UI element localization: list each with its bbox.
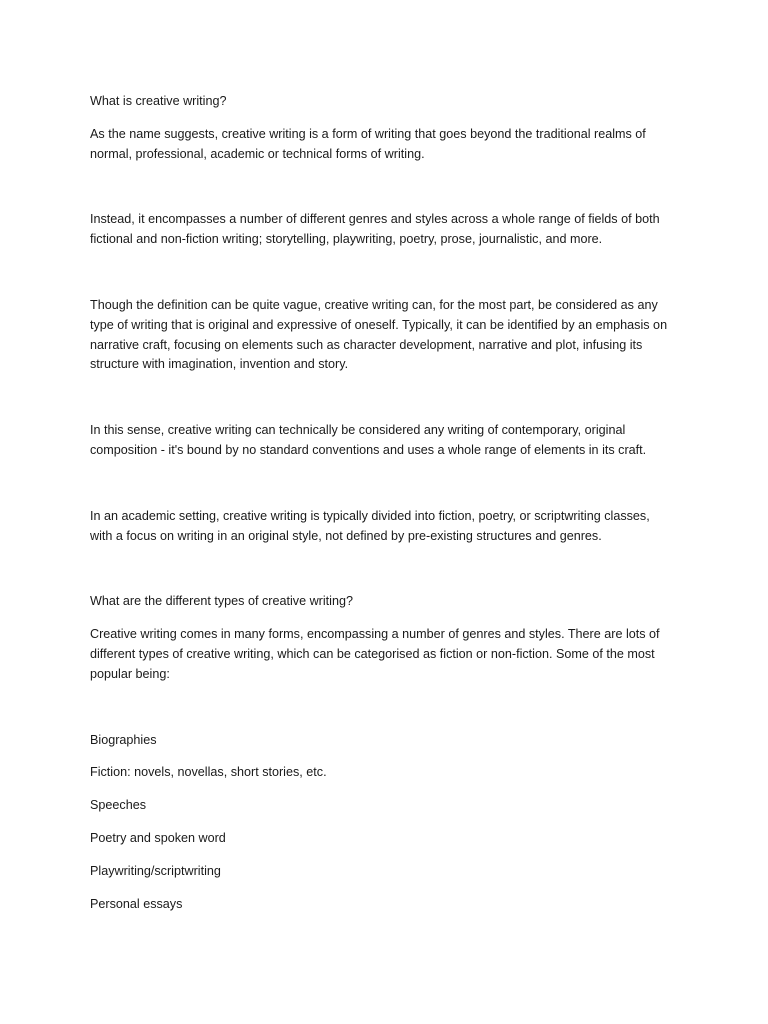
paragraph: Instead, it encompasses a number of different genres and styles across a whole range of fields of both fictional and non-fiction writing; storytelling, playwriting, poetry, prose, journalistic, and more.	[90, 212, 660, 247]
paragraph: In this sense, creative writing can technically be considered any writing of contemporary, original composition - it's bound by no standard conventions and uses a whole range of elements in its craft.	[90, 423, 647, 457]
list-item: Fiction: novels, novellas, short stories, etc.	[90, 765, 327, 780]
section-heading: What are the different types of creative writing?	[90, 594, 353, 609]
document-body	[90, 92, 690, 914]
paragraph: In an academic setting, creative writing is typically divided into fiction, poetry, or scriptwriting classes, with a focus on writing in an original style, not defined by pre-existing structures and genres.	[90, 508, 650, 543]
paragraph: Though the definition can be quite vague, creative writing can, for the most part, be considered as any type of writing that is original and expressive of oneself. Typically, it can be identified by an emphasis on narrative craft, focusing on elements such as character development, narrative and plot, infusing its structure with imagination, invention and story.	[90, 297, 668, 372]
paragraph: Creative writing comes in many forms, encompassing a number of genres and styles. There are lots of different types of creative writing, which can be categorised as fiction or non-fiction. Some of the most popular being:	[90, 627, 660, 681]
list-item: Biographies	[90, 732, 157, 747]
list-item: Personal essays	[90, 896, 183, 911]
list-item: Poetry and spoken word	[90, 830, 226, 845]
list-item: Speeches	[90, 798, 147, 813]
paragraph: As the name suggests, creative writing is a form of writing that goes beyond the traditional realms of normal, professional, academic or technical forms of writing.	[90, 126, 646, 161]
list-item: Playwriting/scriptwriting	[90, 863, 221, 878]
section-heading: What is creative writing?	[90, 94, 227, 108]
